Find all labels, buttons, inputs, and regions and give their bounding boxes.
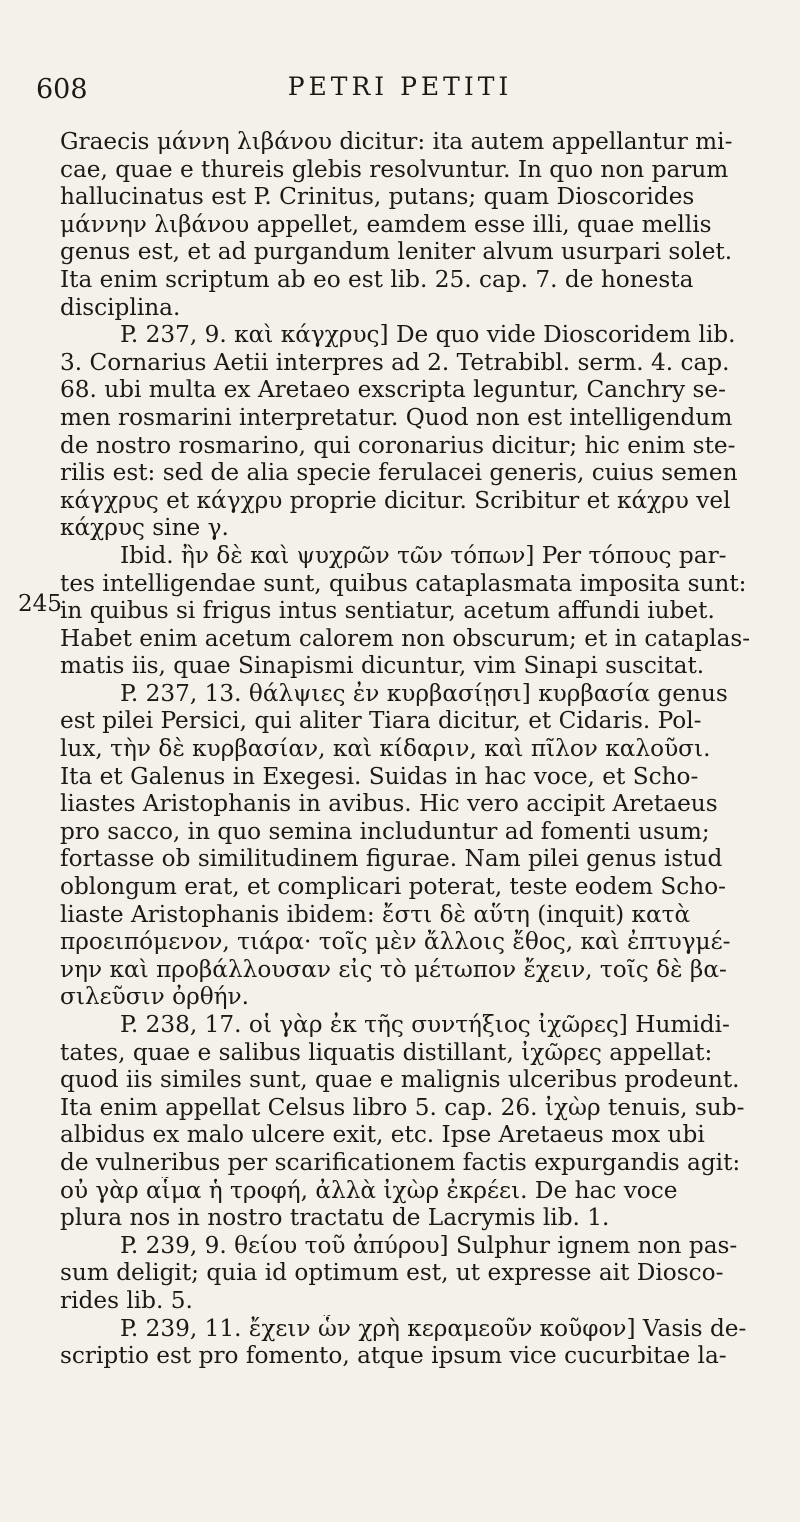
text-line <box>60 349 766 377</box>
text-line-content: est pilei Persici, qui aliter Tiara dicitur, et Cidaris. Pol- <box>60 707 702 735</box>
text-line <box>60 873 766 901</box>
text-line-content: rilis est: sed de alia specie ferulacei generis, cuius semen <box>60 459 738 487</box>
text-line <box>60 652 766 680</box>
text-line-content: matis iis, quae Sinapismi dicuntur, vim Sinapi suscitat. <box>60 652 705 680</box>
text-line <box>60 542 766 570</box>
text-line-content: Ita enim appellat Celsus libro 5. cap. 26. ἰχὼρ tenuis, sub- <box>60 1093 745 1121</box>
text-line-content: de vulneribus per scarificationem factis expurgandis agit: <box>60 1148 741 1176</box>
text-line-content: 68. ubi multa ex Aretaeo exscripta leguntur, Canchry se- <box>60 376 726 404</box>
text-line-content: cae, quae e thureis glebis resolvuntur. In quo non parum <box>60 155 729 183</box>
text-line <box>60 294 766 322</box>
text-line-content: P. 239, 9. θείου τοῦ ἀπύρου] Sulphur ignem non pas- <box>120 1231 738 1259</box>
text-line-content: lux, τὴν δὲ κυρβασίαν, καὶ κίδαριν, καὶ πῖλον καλοῦσι. <box>60 735 711 763</box>
text-line <box>60 1011 766 1039</box>
text-line <box>60 790 766 818</box>
text-line-content: προειπόμενον, τιάρα· τοῖς μὲν ἄλλοις ἔθος, καὶ ἐπτυγμέ- <box>60 928 731 956</box>
text-line-content: Habet enim acetum calorem non obscurum; et in cataplas- <box>60 624 751 652</box>
text-line-content: κάχρυς sine γ. <box>60 514 229 542</box>
text-line-content: P. 238, 17. οἱ γὰρ ἐκ τῆς συντήξιος ἰχῶρες] Humidi- <box>120 1011 730 1038</box>
text-line <box>60 680 766 708</box>
text-line <box>60 597 766 625</box>
text-line-content: οὐ γὰρ αἷμα ἡ τροφή, ἀλλὰ ἰχὼρ ἐκρέει. De hac voce <box>60 1176 678 1204</box>
text-line <box>60 514 766 542</box>
text-line-content: in quibus si frigus intus sentiatur, acetum affundi iubet. <box>60 597 715 625</box>
text-line <box>60 487 766 515</box>
text-line <box>60 211 766 239</box>
text-line <box>60 238 766 266</box>
text-line <box>60 321 766 349</box>
text-line-content: disciplina. <box>60 293 181 321</box>
text-line-content: μάννην λιβάνου appellet, eamdem esse illi, quae mellis <box>60 210 712 238</box>
text-line-content: genus est, et ad purgandum leniter alvum usurpari solet. <box>60 238 733 266</box>
text-line-content: P. 239, 11. ἔχειν ὧν χρὴ κεραμεοῦν κοῦφον] Vasis de- <box>120 1314 747 1342</box>
text-line-content: sum deligit; quia id optimum est, ut expresse ait Diosco- <box>60 1259 724 1287</box>
text-line <box>60 928 766 956</box>
page-number: 608 <box>36 74 88 105</box>
text-line <box>60 818 766 846</box>
text-line <box>60 845 766 873</box>
text-line-content: men rosmarini interpretatur. Quod non est intelligendum <box>60 403 733 431</box>
text-line <box>60 901 766 929</box>
text-line <box>60 735 766 763</box>
text-line <box>60 128 766 156</box>
text-line-content: νην καὶ προβάλλουσαν εἰς τὸ μέτωπον ἔχειν, τοῖς δὲ βα- <box>60 955 727 983</box>
text-line <box>60 459 766 487</box>
text-line <box>60 625 766 653</box>
text-line-content: hallucinatus est P. Crinitus, putans; quam Dioscorides <box>60 183 695 211</box>
text-line <box>60 570 766 598</box>
margin-line-reference: 245 <box>18 591 62 617</box>
text-line-content: σιλεῦσιν ὀρθήν. <box>60 983 250 1011</box>
text-line-content: rides lib. 5. <box>60 1286 193 1314</box>
text-line <box>60 1149 766 1177</box>
page-header <box>36 62 764 105</box>
text-line <box>60 1259 766 1287</box>
body-text <box>60 128 766 1370</box>
text-line-content: tes intelligendae sunt, quibus cataplasmata imposita sunt: <box>60 569 747 597</box>
text-line <box>60 266 766 294</box>
text-line <box>60 1066 766 1094</box>
text-line-content: scriptio est pro fomento, atque ipsum vice cucurbitae la- <box>60 1342 727 1370</box>
text-line <box>60 1342 766 1370</box>
text-line <box>60 763 766 791</box>
text-line-content: κάγχρυς et κάγχρυ proprie dicitur. Scribitur et κάχρυ vel <box>60 486 731 514</box>
text-line <box>60 1177 766 1205</box>
text-line-content: albidus ex malo ulcere exit, etc. Ipse Aretaeus mox ubi <box>60 1121 705 1149</box>
text-line <box>60 376 766 404</box>
text-line-content: Graecis μάννη λιβάνου dicitur: ita autem appellantur mi- <box>60 128 733 155</box>
text-line <box>60 1204 766 1232</box>
text-line <box>60 956 766 984</box>
text-line-content: fortasse ob similitudinem figurae. Nam pilei genus istud <box>60 845 723 873</box>
text-line <box>60 1287 766 1315</box>
text-line <box>60 983 766 1011</box>
text-line-content: plura nos in nostro tractatu de Lacrymis lib. 1. <box>60 1204 610 1232</box>
running-head: PETRI PETITI <box>287 72 513 101</box>
text-line-content: liastes Aristophanis in avibus. Hic vero accipit Aretaeus <box>60 790 718 818</box>
text-line-content: Ita enim scriptum ab eo est lib. 25. cap. 7. de honesta <box>60 265 694 293</box>
text-line <box>60 1121 766 1149</box>
text-line <box>60 404 766 432</box>
text-line-content: P. 237, 13. θάλψιες ἐν κυρβασίῃσι] κυρβασία genus <box>120 679 728 707</box>
text-line <box>60 432 766 460</box>
text-line <box>60 707 766 735</box>
text-line <box>60 1039 766 1067</box>
text-line <box>60 183 766 211</box>
text-line-content: de nostro rosmarino, qui coronarius dicitur; hic enim ste- <box>60 431 736 459</box>
text-line-content: tates, quae e salibus liquatis distillant, ἰχῶρες appellat: <box>60 1038 713 1066</box>
text-line-content: 3. Cornarius Aetii interpres ad 2. Tetrabibl. serm. 4. cap. <box>60 348 730 376</box>
text-line-content: pro sacco, in quo semina includuntur ad fomenti usum; <box>60 817 710 845</box>
text-line-content: P. 237, 9. καὶ κάγχρυς] De quo vide Dioscoridem lib. <box>120 321 736 349</box>
text-line <box>60 156 766 184</box>
text-line-content: liaste Aristophanis ibidem: ἔστι δὲ αὕτη (inquit) κατὰ <box>60 900 691 928</box>
text-line-content: quod iis similes sunt, quae e malignis ulceribus prodeunt. <box>60 1066 740 1094</box>
text-line <box>60 1232 766 1260</box>
text-line <box>60 1315 766 1343</box>
text-line-content: Ibid. ἢν δὲ καὶ ψυχρῶν τῶν τόπων] Per τόπους par- <box>120 541 727 569</box>
text-line-content: oblongum erat, et complicari poterat, teste eodem Scho- <box>60 873 727 901</box>
text-line-content: Ita et Galenus in Exegesi. Suidas in hac voce, et Scho- <box>60 762 699 790</box>
text-line <box>60 1094 766 1122</box>
